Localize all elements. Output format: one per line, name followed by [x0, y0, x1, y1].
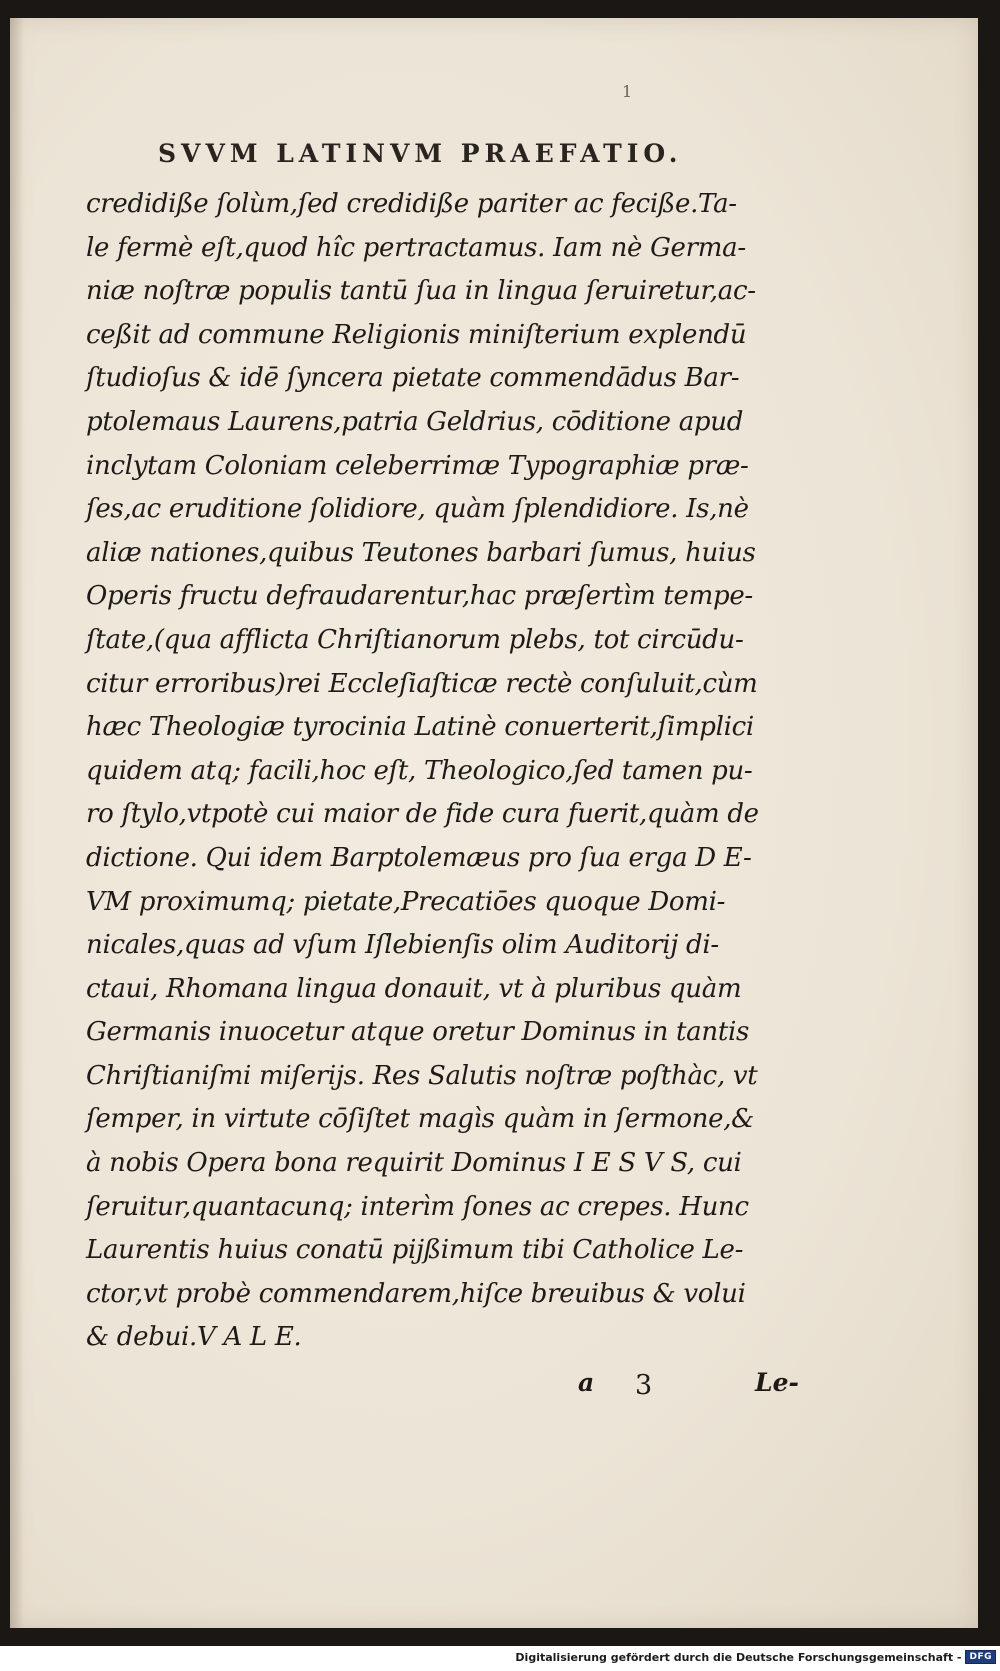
- credit-text: Digitalisierung gefördert durch die Deutsche Forschungsgemeinschaft -: [515, 1650, 962, 1664]
- text-line: nicales,quas ad vſum Iſlebienſis olim Auditorij di-: [86, 930, 719, 961]
- text-line: hæc Theologiæ tyrocinia Latinè conuerterit,ſimplici: [86, 712, 754, 743]
- text-line: & debui.V A L E.: [86, 1322, 302, 1353]
- text-line: ſtudioſus & idē ſyncera pietate commendādus Bar-: [86, 363, 740, 394]
- text-line: à nobis Opera bona requirit Dominus I E S V S, cui: [86, 1148, 742, 1179]
- text-line: citur erroribus)rei Eccleſiaſticæ rectè conſuluit,cùm: [86, 668, 758, 699]
- text-line: ſeruitur,quantacunq; interìm ſones ac crepes. Hunc: [86, 1191, 749, 1222]
- text-line: VM proximumq; pietate,Precatiōes quoque Domi-: [86, 886, 726, 917]
- signature-line: [10, 1368, 978, 1408]
- text-line: inclytam Coloniam celeberrimæ Typographiæ præ-: [86, 450, 749, 481]
- text-line: ceßit ad commune Religionis miniſterium explendū: [86, 319, 747, 350]
- text-line: aliæ nationes,quibus Teutones barbari ſumus, huius: [86, 537, 756, 568]
- running-head: SVVM LATINVM PRAEFATIO.: [158, 139, 683, 168]
- text-line: dictione. Qui idem Barptolemæus pro ſua erga D E-: [86, 842, 752, 873]
- text-line: quidem atq; facili,hoc eſt, Theologico,ſed tamen pu-: [86, 755, 753, 786]
- digitization-credit: [515, 1650, 996, 1664]
- text-line: ſemper, in virtute cōſiſtet magìs quàm in ſermone,&: [86, 1104, 755, 1135]
- text-line: Operis fructu defraudarentur,hac præſertìm tempe-: [86, 581, 753, 612]
- text-line: credidiße ſolùm,ſed credidiße pariter ac feciße.Ta-: [86, 189, 737, 219]
- text-line: ſtate,(qua afflicta Chriſtianorum plebs, tot circūdu-: [86, 624, 744, 655]
- text-line: Laurentis huius conatū pijßimum tibi Catholice Le-: [86, 1235, 744, 1266]
- text-line: ctor,vt probè commendarem,hiſce breuibus & volui: [86, 1278, 746, 1309]
- body-text: [86, 183, 831, 1360]
- signature-letter: a: [578, 1368, 595, 1397]
- text-line: Germanis inuocetur atque oretur Dominus in tantis: [86, 1017, 750, 1048]
- text-line: Chriſtianiſmi miſerijs. Res Salutis noſtræ poſthàc, vt: [86, 1060, 758, 1091]
- folio-mark: 1: [622, 82, 633, 101]
- signature-number: 3: [635, 1370, 653, 1401]
- text-line: le fermè eſt,quod hîc pertractamus. Iam nè Germa-: [86, 232, 746, 263]
- text-line: ptolemaus Laurens,patria Geldrius, cōditione apud: [86, 406, 744, 437]
- text-line: ſes,ac eruditione ſolidiore, quàm ſplendidiore. Is,nè: [86, 494, 749, 525]
- text-line: ro ſtylo,vtpotè cui maior de fide cura fuerit,quàm de: [86, 799, 759, 830]
- text-line: ctaui, Rhomana lingua donauit, vt à pluribus quàm: [86, 973, 742, 1004]
- text-line: niæ noſtræ populis tantū ſua in lingua ſeruiretur,ac-: [86, 276, 756, 307]
- catchword: Le-: [755, 1368, 799, 1397]
- book-page: [10, 18, 978, 1628]
- dfg-logo: DFG: [965, 1650, 996, 1664]
